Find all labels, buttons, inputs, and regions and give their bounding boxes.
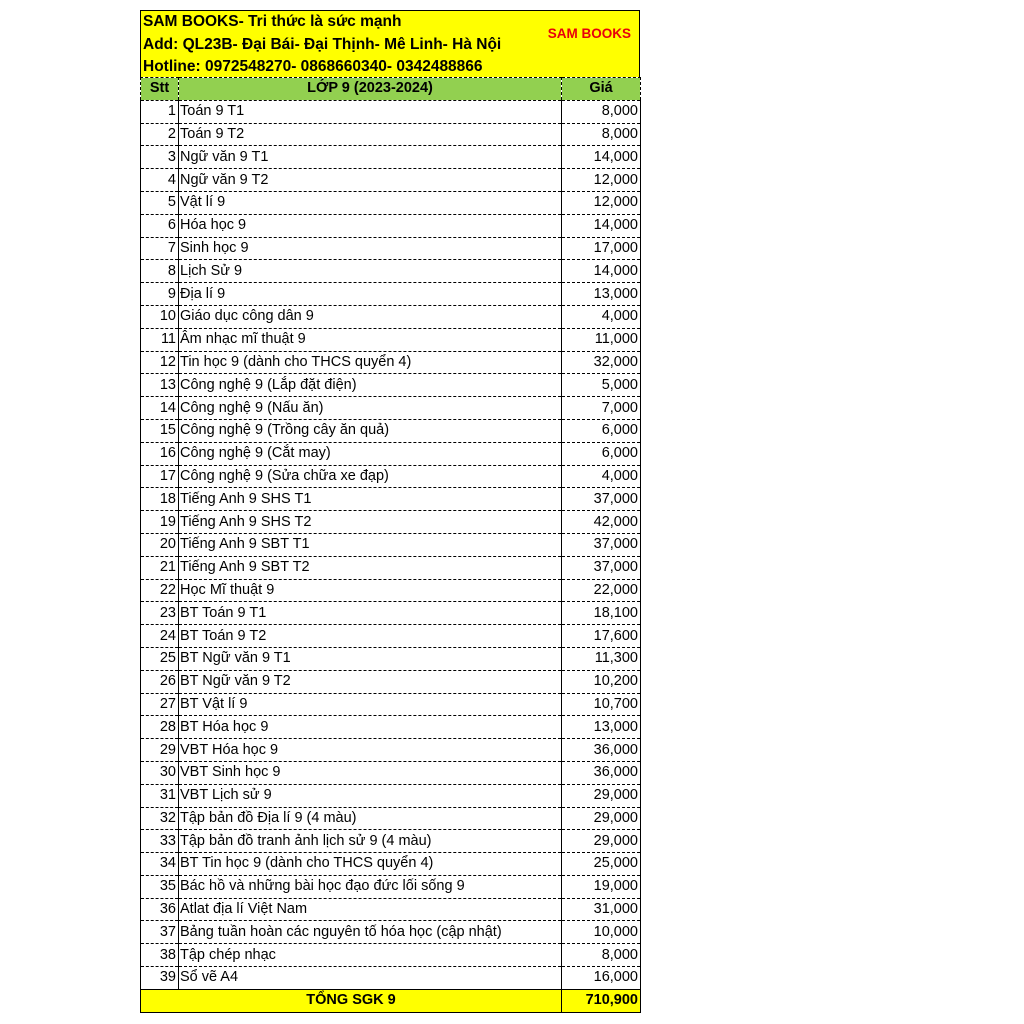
row-number: 19 <box>141 511 179 534</box>
row-number: 10 <box>141 305 179 328</box>
row-number: 18 <box>141 488 179 511</box>
book-title: BT Hóa học 9 <box>179 716 562 739</box>
column-header-row <box>141 78 641 101</box>
table-row <box>141 761 641 784</box>
table-row <box>141 807 641 830</box>
book-price: 32,000 <box>562 351 641 374</box>
table-row <box>141 100 641 123</box>
book-title: BT Ngữ văn 9 T1 <box>179 647 562 670</box>
table-row <box>141 305 641 328</box>
row-number: 3 <box>141 146 179 169</box>
book-title: Tập bản đồ tranh ảnh lịch sử 9 (4 màu) <box>179 830 562 853</box>
table-row <box>141 511 641 534</box>
book-price: 6,000 <box>562 419 641 442</box>
brand-label: SAM BOOKS <box>547 26 631 41</box>
row-number: 36 <box>141 898 179 921</box>
book-price: 7,000 <box>562 397 641 420</box>
book-title: BT Vật lí 9 <box>179 693 562 716</box>
book-price: 8,000 <box>562 100 641 123</box>
book-price: 16,000 <box>562 967 641 990</box>
row-number: 23 <box>141 602 179 625</box>
row-number: 20 <box>141 533 179 556</box>
row-number: 9 <box>141 283 179 306</box>
row-number: 38 <box>141 944 179 967</box>
book-price: 12,000 <box>562 169 641 192</box>
row-number: 22 <box>141 579 179 602</box>
row-number: 14 <box>141 397 179 420</box>
book-price: 14,000 <box>562 146 641 169</box>
book-price: 31,000 <box>562 898 641 921</box>
book-price: 14,000 <box>562 260 641 283</box>
row-number: 30 <box>141 761 179 784</box>
book-price: 37,000 <box>562 488 641 511</box>
table-row <box>141 739 641 762</box>
row-number: 16 <box>141 442 179 465</box>
table-row <box>141 260 641 283</box>
price-sheet <box>140 10 640 1013</box>
table-row <box>141 784 641 807</box>
table-row <box>141 169 641 192</box>
row-number: 6 <box>141 214 179 237</box>
book-price: 13,000 <box>562 283 641 306</box>
row-number: 34 <box>141 853 179 876</box>
book-price: 10,000 <box>562 921 641 944</box>
book-title: Tiếng Anh 9 SBT T2 <box>179 556 562 579</box>
book-title: Bác hồ và những bài học đạo đức lối sống 9 <box>179 875 562 898</box>
book-price: 37,000 <box>562 533 641 556</box>
book-title: BT Toán 9 T1 <box>179 602 562 625</box>
book-price: 18,100 <box>562 602 641 625</box>
book-price: 12,000 <box>562 191 641 214</box>
row-number: 4 <box>141 169 179 192</box>
book-title: Tiếng Anh 9 SHS T1 <box>179 488 562 511</box>
row-number: 5 <box>141 191 179 214</box>
book-price: 42,000 <box>562 511 641 534</box>
row-number: 33 <box>141 830 179 853</box>
book-price: 4,000 <box>562 305 641 328</box>
book-price: 10,200 <box>562 670 641 693</box>
book-title: Sinh học 9 <box>179 237 562 260</box>
table-row <box>141 944 641 967</box>
book-title: Công nghệ 9 (Lắp đặt điện) <box>179 374 562 397</box>
row-number: 15 <box>141 419 179 442</box>
book-title: VBT Lịch sử 9 <box>179 784 562 807</box>
book-title: BT Ngữ văn 9 T2 <box>179 670 562 693</box>
row-number: 32 <box>141 807 179 830</box>
book-title: Lịch Sử 9 <box>179 260 562 283</box>
book-price: 11,300 <box>562 647 641 670</box>
table-row <box>141 602 641 625</box>
book-title: Ngữ văn 9 T2 <box>179 169 562 192</box>
book-title: Vật lí 9 <box>179 191 562 214</box>
row-number: 27 <box>141 693 179 716</box>
table-row <box>141 875 641 898</box>
store-header <box>140 10 640 77</box>
row-number: 24 <box>141 625 179 648</box>
book-title: Tiếng Anh 9 SBT T1 <box>179 533 562 556</box>
store-address: Add: QL23B- Đại Bái- Đại Thịnh- Mê Linh- Hà Nội <box>143 36 502 53</box>
book-price: 29,000 <box>562 830 641 853</box>
book-title: BT Toán 9 T2 <box>179 625 562 648</box>
row-number: 17 <box>141 465 179 488</box>
row-number: 11 <box>141 328 179 351</box>
book-price: 36,000 <box>562 739 641 762</box>
book-title: VBT Hóa học 9 <box>179 739 562 762</box>
book-title: Sổ vẽ A4 <box>179 967 562 990</box>
table-row <box>141 647 641 670</box>
table-row <box>141 214 641 237</box>
row-number: 35 <box>141 875 179 898</box>
book-price: 6,000 <box>562 442 641 465</box>
book-title: Atlat địa lí Việt Nam <box>179 898 562 921</box>
total-value: 710,900 <box>562 989 641 1012</box>
book-price: 36,000 <box>562 761 641 784</box>
row-number: 13 <box>141 374 179 397</box>
book-price: 19,000 <box>562 875 641 898</box>
book-price: 5,000 <box>562 374 641 397</box>
book-price: 29,000 <box>562 807 641 830</box>
book-title: Tiếng Anh 9 SHS T2 <box>179 511 562 534</box>
table-row <box>141 853 641 876</box>
table-row <box>141 374 641 397</box>
table-row <box>141 465 641 488</box>
book-title: Học Mĩ thuật 9 <box>179 579 562 602</box>
book-price: 13,000 <box>562 716 641 739</box>
table-row <box>141 419 641 442</box>
book-price-table <box>140 77 641 1013</box>
table-row <box>141 442 641 465</box>
book-title: Giáo dục công dân 9 <box>179 305 562 328</box>
total-row <box>141 989 641 1012</box>
book-price: 8,000 <box>562 944 641 967</box>
row-number: 7 <box>141 237 179 260</box>
table-row <box>141 670 641 693</box>
table-row <box>141 898 641 921</box>
store-slogan: SAM BOOKS- Tri thức là sức mạnh <box>143 13 402 30</box>
row-number: 37 <box>141 921 179 944</box>
row-number: 26 <box>141 670 179 693</box>
table-row <box>141 237 641 260</box>
book-title: Âm nhạc mĩ thuật 9 <box>179 328 562 351</box>
book-price: 8,000 <box>562 123 641 146</box>
row-number: 28 <box>141 716 179 739</box>
table-row <box>141 328 641 351</box>
book-price: 25,000 <box>562 853 641 876</box>
row-number: 2 <box>141 123 179 146</box>
table-row <box>141 693 641 716</box>
store-hotline: Hotline: 0972548270- 0868660340- 0342488866 <box>143 58 483 75</box>
row-number: 8 <box>141 260 179 283</box>
book-title: Tập bản đồ Địa lí 9 (4 màu) <box>179 807 562 830</box>
book-title: Bảng tuần hoàn các nguyên tố hóa học (cập nhật) <box>179 921 562 944</box>
table-row <box>141 397 641 420</box>
book-title: VBT Sinh học 9 <box>179 761 562 784</box>
table-row <box>141 283 641 306</box>
book-price: 10,700 <box>562 693 641 716</box>
book-title: Tin học 9 (dành cho THCS quyển 4) <box>179 351 562 374</box>
table-row <box>141 533 641 556</box>
row-number: 25 <box>141 647 179 670</box>
book-price: 14,000 <box>562 214 641 237</box>
total-label: TỔNG SGK 9 <box>141 989 562 1012</box>
book-title: Công nghệ 9 (Cắt may) <box>179 442 562 465</box>
book-title: Công nghệ 9 (Sửa chữa xe đạp) <box>179 465 562 488</box>
row-number: 1 <box>141 100 179 123</box>
table-row <box>141 556 641 579</box>
table-row <box>141 830 641 853</box>
book-price: 29,000 <box>562 784 641 807</box>
book-price: 4,000 <box>562 465 641 488</box>
column-header-price: Giá <box>562 78 641 101</box>
table-row <box>141 146 641 169</box>
book-title: BT Tin học 9 (dành cho THCS quyển 4) <box>179 853 562 876</box>
book-title: Công nghệ 9 (Trồng cây ăn quả) <box>179 419 562 442</box>
book-title: Công nghệ 9 (Nấu ăn) <box>179 397 562 420</box>
table-row <box>141 579 641 602</box>
column-header-stt: Stt <box>141 78 179 101</box>
row-number: 31 <box>141 784 179 807</box>
book-price: 22,000 <box>562 579 641 602</box>
book-title: Hóa học 9 <box>179 214 562 237</box>
book-title: Tập chép nhạc <box>179 944 562 967</box>
row-number: 21 <box>141 556 179 579</box>
row-number: 12 <box>141 351 179 374</box>
book-price: 17,600 <box>562 625 641 648</box>
table-row <box>141 921 641 944</box>
book-title: Toán 9 T2 <box>179 123 562 146</box>
row-number: 29 <box>141 739 179 762</box>
book-title: Địa lí 9 <box>179 283 562 306</box>
table-row <box>141 967 641 990</box>
book-title: Ngữ văn 9 T1 <box>179 146 562 169</box>
book-price: 11,000 <box>562 328 641 351</box>
row-number: 39 <box>141 967 179 990</box>
table-row <box>141 716 641 739</box>
book-title: Toán 9 T1 <box>179 100 562 123</box>
column-header-title: LỚP 9 (2023-2024) <box>179 78 562 101</box>
book-price: 17,000 <box>562 237 641 260</box>
table-row <box>141 123 641 146</box>
book-price: 37,000 <box>562 556 641 579</box>
table-row <box>141 625 641 648</box>
table-row <box>141 191 641 214</box>
table-row <box>141 351 641 374</box>
table-row <box>141 488 641 511</box>
